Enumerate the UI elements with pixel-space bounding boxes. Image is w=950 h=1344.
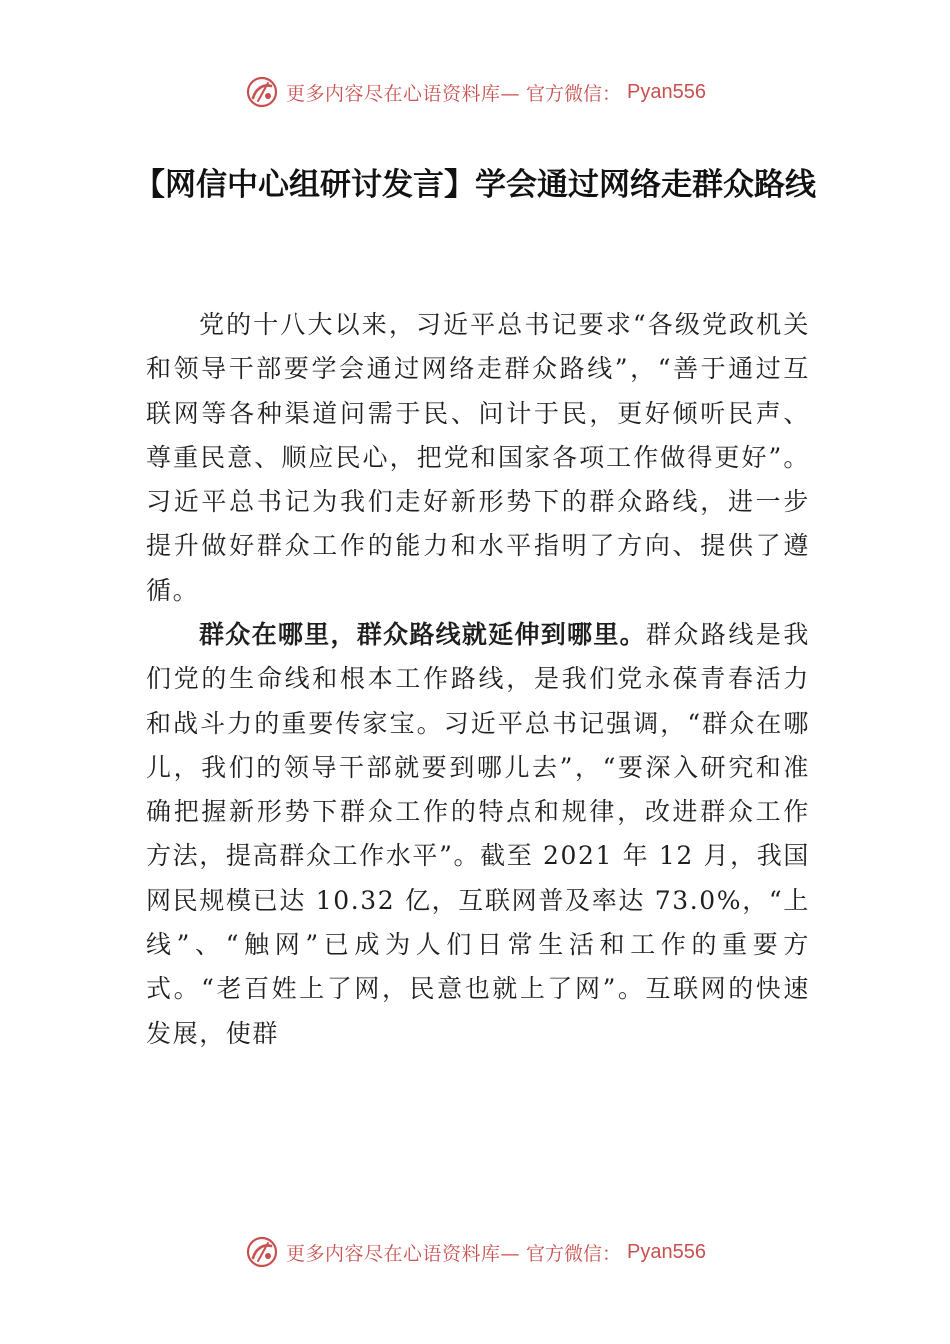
document-title: 【网信中心组研讨发言】学会通过网络走群众路线 xyxy=(134,167,816,203)
paragraph-text: 群众路线是我们党的生命线和根本工作路线，是我们党永葆青春活力和战斗力的重要传家宝。习近平总书记强调，“群众在哪儿，我们的领导干部就要到哪儿去”，“要深入研究和准确把握新形势下群众工作的特点和规律，改进群众工作方法，提高群众工作水平”。截至 2021 年 12 月，我国网民规模已达 10.32 亿，互联网普及率达 73.0%，“上线”、“触网”已成为人们日常生活和工作的重要方式。“老百姓上了网，民意也就上了网”。互联网的快速发展，使群 xyxy=(146,620,810,1048)
paragraph-text: 党的十八大以来，习近平总书记要求“各级党政机关和领导干部要学会通过网络走群众路线”，“善于通过互联网等各种渠道问需于民、问计于民，更好倾听民声、尊重民意、顺应民心，把党和国家各项工作做得更好”。习近平总书记为我们走好新形势下的群众路线，进一步提升做好群众工作的能力和水平指明了方向、提供了遵循。 xyxy=(146,310,810,605)
watermark-slogan: 更多内容尽在心语资料库— xyxy=(286,1242,521,1265)
body-paragraph-2 xyxy=(146,613,810,1056)
footer-watermark xyxy=(0,1232,950,1272)
watermark-wechat-id: Pyan556 xyxy=(627,1240,706,1263)
brand-logo-icon xyxy=(244,1234,280,1270)
brand-logo-icon xyxy=(244,74,280,110)
body-paragraph-1 xyxy=(146,303,810,613)
watermark-wechat-label: 官方微信： xyxy=(526,1242,622,1265)
paragraph-lead-sentence: 群众在哪里，群众路线就延伸到哪里。 xyxy=(199,620,646,649)
header-watermark xyxy=(0,72,950,112)
watermark-wechat-label: 官方微信： xyxy=(526,82,622,105)
watermark-wechat-id: Pyan556 xyxy=(627,80,706,103)
watermark-slogan: 更多内容尽在心语资料库— xyxy=(286,82,521,105)
